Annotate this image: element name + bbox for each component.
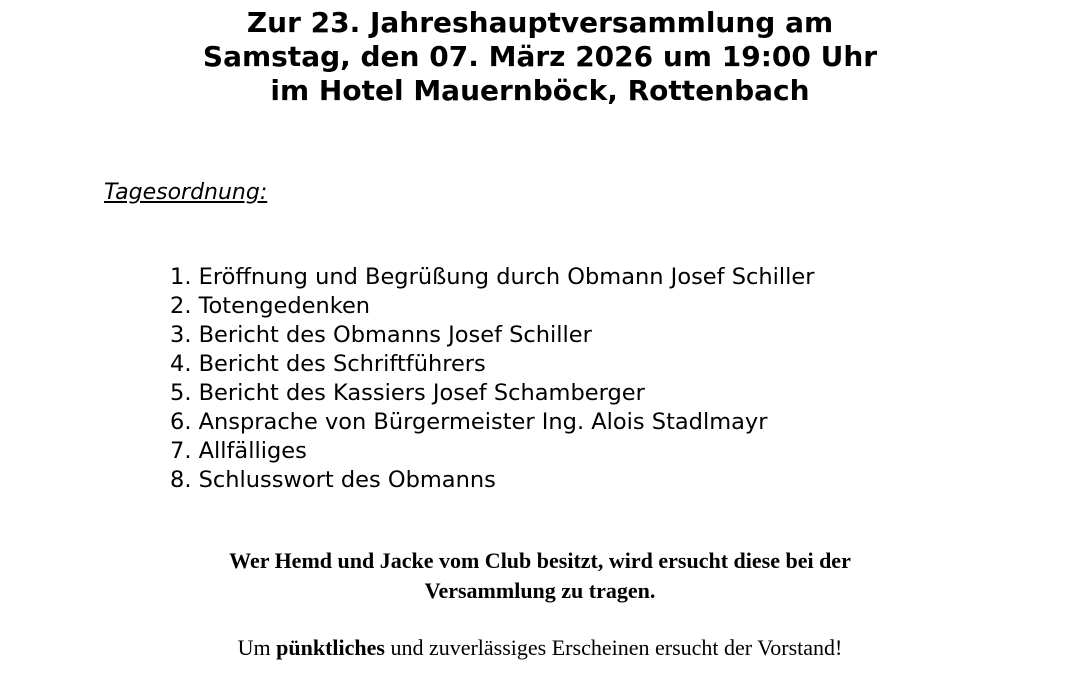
agenda-item-8: 8. Schlusswort des Obmanns [170,467,496,493]
agenda-title: Tagesordnung: [104,180,268,205]
agenda-item-6: 6. Ansprache von Bürgermeister Ing. Alois Stadlmayr [170,409,768,435]
closing-suffix: und zuverlässiges Erscheinen ersucht der Vorstand! [384,635,843,660]
agenda-item-1: 1. Eröffnung und Begrüßung durch Obmann Josef Schiller [170,264,815,290]
notice-line-1: Wer Hemd und Jacke vom Club besitzt, wird ersucht diese bei der [229,548,851,573]
heading-line-3: im Hotel Mauernböck, Rottenbach [270,74,810,107]
closing-request [0,633,1080,663]
agenda-item-7: 7. Allfälliges [170,438,307,464]
notice-line-2: Versammlung zu tragen. [424,578,656,603]
agenda-item-3: 3. Bericht des Obmanns Josef Schiller [170,322,592,348]
closing-emphasis: pünktliches [276,635,385,660]
closing-prefix: Um [237,635,277,660]
agenda-item-2: 2. Totengedenken [170,293,371,319]
agenda-list [170,263,814,495]
cut-off-text-line [0,661,1080,691]
heading-line-2: Samstag, den 07. März 2026 um 19:00 Uhr [202,40,878,73]
dress-code-notice [0,546,1080,606]
heading-line-1: Zur 23. Jahreshauptversammlung am [246,6,834,39]
agenda-item-5: 5. Bericht des Kassiers Josef Schamberger [170,380,645,406]
meeting-heading [0,6,1080,108]
agenda-item-4: 4. Bericht des Schriftführers [170,351,486,377]
